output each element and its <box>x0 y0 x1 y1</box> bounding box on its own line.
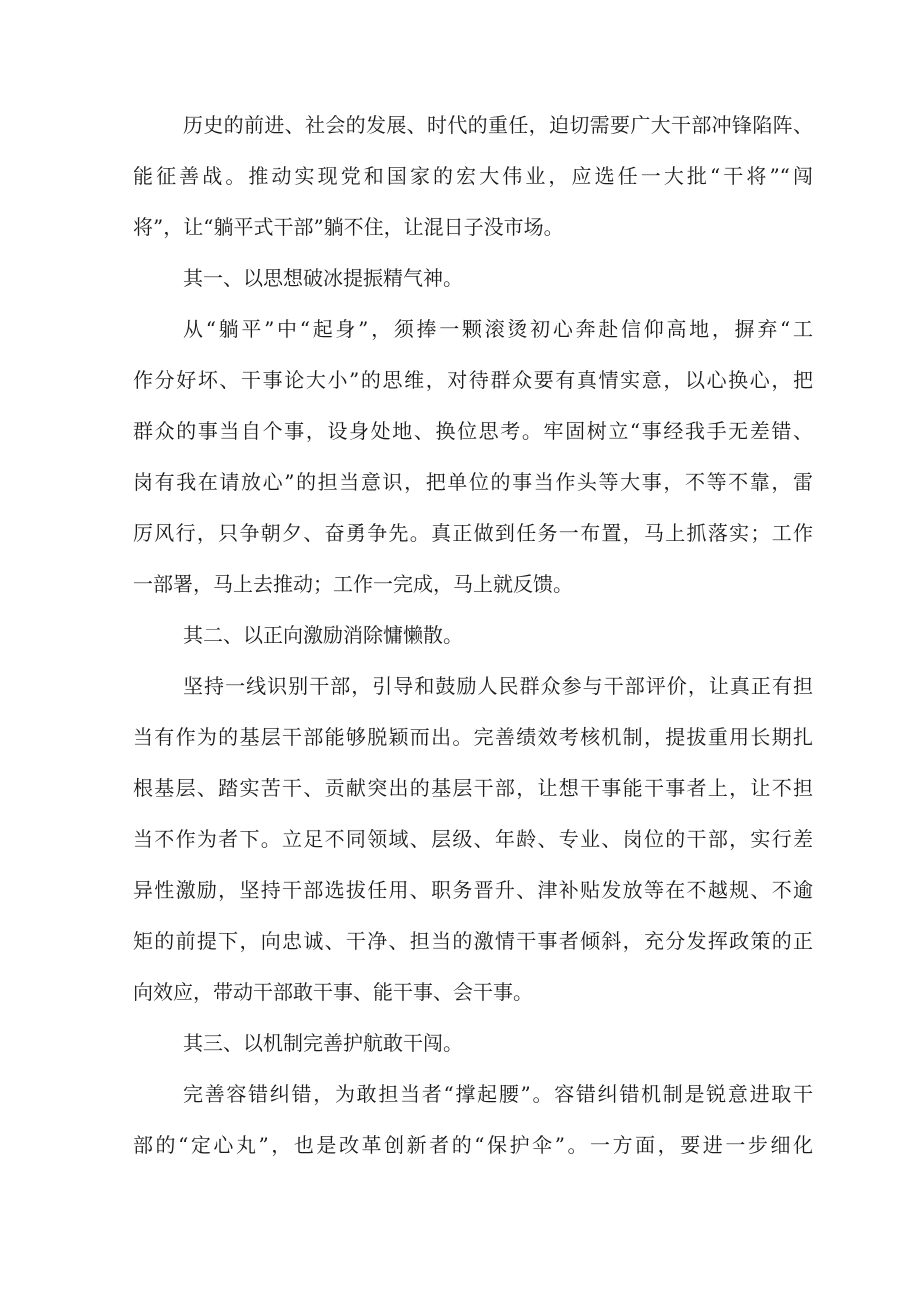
section-heading: 其二、以正向激励消除慵懒散。 <box>183 623 463 647</box>
paragraph-line: 作分好坏、干事论大小”的思维，对待群众要有真情实意，以心换心，把 <box>133 368 813 392</box>
paragraph-line: 从“躺平”中“起身”，须捧一颗滚烫初心奔赴信仰高地，摒弃“工 <box>183 317 813 341</box>
paragraph-line: 当有作为的基层干部能够脱颖而出。完善绩效考核机制，提拔重用长期扎 <box>133 725 813 749</box>
paragraph-line: 矩的前提下，向忠诚、干净、担当的激情干事者倾斜，充分发挥政策的正 <box>133 929 813 953</box>
paragraph-line: 当不作为者下。立足不同领域、层级、年龄、专业、岗位的干部，实行差 <box>133 827 813 851</box>
paragraph-line: 异性激励，坚持干部选拔任用、职务晋升、津补贴发放等在不越规、不逾 <box>133 878 813 902</box>
paragraph-line: 岗有我在请放心”的担当意识，把单位的事当作头等大事，不等不靠，雷 <box>133 470 813 494</box>
paragraph-line: 完善容错纠错，为敢担当者“撑起腰”。容错纠错机制是锐意进取干 <box>183 1082 813 1106</box>
paragraph-line: 将”，让“躺平式干部”躺不住，让混日子没市场。 <box>133 215 564 239</box>
paragraph-line: 历史的前进、社会的发展、时代的重任，迫切需要广大干部冲锋陷阵、 <box>183 113 813 137</box>
paragraph-line: 部的“定心丸”，也是改革创新者的“保护伞”。一方面，要进一步细化 <box>133 1133 813 1157</box>
paragraph-line: 坚持一线识别干部，引导和鼓励人民群众参与干部评价，让真正有担 <box>183 674 813 698</box>
paragraph-line: 厉风行，只争朝夕、奋勇争先。真正做到任务一布置，马上抓落实；工作 <box>133 521 813 545</box>
paragraph-line: 群众的事当自个事，设身处地、换位思考。牢固树立“事经我手无差错、 <box>133 419 813 443</box>
paragraph-line: 能征善战。推动实现党和国家的宏大伟业，应选任一大批“干将”“闯 <box>133 164 813 188</box>
paragraph-line: 根基层、踏实苦干、贡献突出的基层干部，让想干事能干事者上，让不担 <box>133 776 813 800</box>
paragraph-line: 向效应，带动干部敢干事、能干事、会干事。 <box>133 980 533 1004</box>
section-heading: 其一、以思想破冰提振精气神。 <box>183 266 463 290</box>
paragraph-line: 一部署，马上去推动；工作一完成，马上就反馈。 <box>133 572 573 596</box>
section-heading: 其三、以机制完善护航敢干闯。 <box>183 1031 463 1055</box>
